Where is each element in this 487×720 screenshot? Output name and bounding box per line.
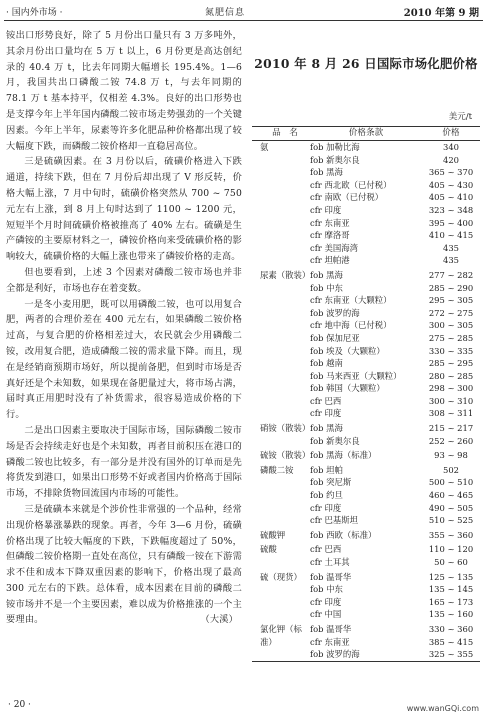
cell-price: 280 ~ 285 bbox=[428, 370, 474, 381]
cell-product: 磷酸二铵 bbox=[260, 464, 294, 475]
cell-product bbox=[252, 217, 310, 230]
cell-product bbox=[252, 307, 310, 320]
cell-product bbox=[252, 204, 310, 217]
table-row bbox=[252, 307, 480, 320]
cell-price: 300 ~ 305 bbox=[428, 320, 474, 331]
cell-term: cfr 摩洛哥 bbox=[310, 230, 350, 241]
cell-product bbox=[252, 332, 310, 345]
cell-term: cfr 东南亚（大颗粒） bbox=[310, 295, 392, 306]
table-row bbox=[252, 636, 480, 649]
cell-term: fob 黑海 bbox=[310, 269, 343, 280]
table-row bbox=[252, 179, 480, 192]
table-unit: 美元/t bbox=[448, 112, 472, 122]
cell-product bbox=[252, 254, 310, 267]
cell-product bbox=[252, 556, 310, 569]
cell-price: 490 ~ 505 bbox=[428, 502, 474, 513]
cell-price: 165 ~ 173 bbox=[428, 596, 474, 607]
cell-product bbox=[252, 191, 310, 204]
table-row bbox=[252, 294, 480, 307]
cell-price: 135 ~ 160 bbox=[428, 609, 474, 620]
cell-term: cfr 巴西 bbox=[310, 544, 342, 555]
cell-product bbox=[252, 596, 310, 609]
column-header-term: 价格条款 bbox=[348, 128, 384, 138]
cell-price: 330 ~ 335 bbox=[428, 345, 474, 356]
cell-product bbox=[252, 229, 310, 242]
cell-term: cfr 印度 bbox=[310, 596, 342, 607]
cell-term: fob 波罗的海 bbox=[310, 649, 360, 660]
cell-term: fob 西欧（标准） bbox=[310, 529, 377, 540]
table-row bbox=[252, 357, 480, 370]
cell-term: fob 黑海 bbox=[310, 423, 343, 434]
table-row bbox=[252, 407, 480, 420]
table-row bbox=[252, 476, 480, 489]
cell-price: 285 ~ 290 bbox=[428, 282, 474, 293]
cell-price: 410 ~ 415 bbox=[428, 230, 474, 241]
cell-term: fob 黑海（标准） bbox=[310, 450, 377, 461]
table-row bbox=[252, 217, 480, 230]
table-row bbox=[252, 332, 480, 345]
table-row bbox=[252, 543, 480, 556]
cell-product bbox=[252, 357, 310, 370]
cell-product bbox=[252, 370, 310, 383]
article-paragraph: 铵出口形势良好，除了 5 月份出口量只有 3 万多吨外，其余月份出口量均在 5 万 t 以上，6 月份更是高达创纪录的 40.4 万 t，比去年同期大幅增长 195.4%。1—6 月，我国共出口磷酸二铵 74.8 万 t，与去年同期的 78.1 万 t 基本持平，仅相差 4.3%。良好的出口形势也是支撑今年上半年国内磷酸二铵市场走势强劲的一个关键因素。今年上半年，尿素等许多化肥品种价格都出现了较大幅度下跌，而磷酸二铵价格却一直稳居高位。 bbox=[6, 30, 242, 152]
cell-price: 500 ~ 510 bbox=[428, 477, 474, 488]
cell-product bbox=[252, 608, 310, 621]
cell-product bbox=[252, 179, 310, 192]
cell-term: cfr 南欧（已付税） bbox=[310, 192, 384, 203]
cell-price: 502 bbox=[443, 464, 459, 475]
cell-term: fob 突尼斯 bbox=[310, 477, 352, 488]
cell-product bbox=[252, 294, 310, 307]
cell-price: 93 ~ 98 bbox=[434, 450, 468, 461]
cell-price: 300 ~ 310 bbox=[428, 395, 474, 406]
cell-term: cfr 东南亚 bbox=[310, 217, 350, 228]
cell-product bbox=[252, 636, 310, 649]
table-row bbox=[252, 269, 480, 282]
cell-price: 340 bbox=[443, 142, 459, 152]
cell-price: 460 ~ 465 bbox=[428, 490, 474, 501]
cell-product: 氯化钾（标准） bbox=[260, 623, 302, 647]
cell-product: 硫（现货） bbox=[260, 571, 302, 582]
issue-label: 2010 年第 9 期 bbox=[403, 8, 479, 19]
table-row bbox=[252, 229, 480, 242]
cell-price: 435 bbox=[443, 255, 459, 266]
cell-term: fob 温哥华 bbox=[310, 571, 352, 582]
table-row bbox=[252, 435, 480, 448]
cell-product: 硝铵（散装） bbox=[260, 423, 311, 434]
table-row bbox=[252, 345, 480, 358]
article-body bbox=[6, 28, 242, 692]
table-row bbox=[252, 382, 480, 395]
cell-term: fob 新奥尔良 bbox=[310, 154, 360, 165]
table-row bbox=[252, 141, 480, 154]
cell-price: 510 ~ 525 bbox=[428, 515, 474, 526]
cell-term: fob 越南 bbox=[310, 358, 343, 369]
cell-term: fob 保加尼亚 bbox=[310, 332, 360, 343]
cell-price: 355 ~ 360 bbox=[428, 529, 474, 540]
cell-product bbox=[252, 345, 310, 358]
table-row bbox=[252, 395, 480, 408]
cell-price: 125 ~ 135 bbox=[428, 571, 474, 582]
article-paragraph: 一是冬小麦用肥，既可以用磷酸二铵，也可以用复合肥，两者的合理价差在 400 元左右，如果磷酸二铵价格过高，与复合肥的价格相差过大，农民就会少用磷酸二铵，改用复合肥，造成磷酸二铵的需求量下降。而且，现在是经销商预期市场好，所以提前备肥，但到时市场是否真好还是个未知数，如果现在备肥量过大，将市场占满，届时真正用肥时没有了补货需求，很容易造成价格的下行。 bbox=[6, 298, 242, 421]
table-row bbox=[252, 571, 480, 584]
table-header-row bbox=[252, 127, 480, 141]
article-paragraph-last bbox=[6, 502, 242, 628]
cell-term: fob 中东 bbox=[310, 584, 343, 595]
table-row bbox=[252, 204, 480, 217]
cell-product bbox=[252, 514, 310, 527]
cell-term: cfr 巴基斯坦 bbox=[310, 515, 358, 526]
cell-price: 420 bbox=[443, 154, 459, 165]
article-paragraph-text: 三是硫磺本来就是个涉价性非常强的一个品种，经常出现价格暴涨暴跌的现象。再者，今年 3—6 月份，硫磺价格出现了比较大幅度的下跌，下跌幅度超过了 50%，但磷酸二铵价格期一直处在高位，只有磷酸一铵在下游需求不佳和成本下降双重因素的影响下，价格出现了最高 300 元左右的下跌。总体看，成本因素在目前的磷酸二铵市场并不是一个主要因素，难以成为价格推涨的一个主要理由。 bbox=[6, 503, 242, 626]
table-row bbox=[252, 502, 480, 515]
cell-product bbox=[252, 476, 310, 489]
cell-price: 405 ~ 410 bbox=[428, 192, 474, 203]
cell-price: 298 ~ 300 bbox=[428, 383, 474, 394]
cell-price: 135 ~ 145 bbox=[428, 584, 474, 595]
table-row bbox=[252, 370, 480, 383]
cell-price: 330 ~ 360 bbox=[428, 623, 474, 634]
cell-product: 硫铵（散装） bbox=[260, 450, 311, 461]
cell-price: 285 ~ 295 bbox=[428, 358, 474, 369]
journal-name: 氮肥信息 bbox=[205, 8, 246, 18]
cell-product: 硫酸钾 bbox=[260, 529, 286, 540]
cell-term: cfr 西北欧（已付税） bbox=[310, 179, 392, 190]
table-row bbox=[252, 422, 480, 435]
cell-term: cfr 地中海（已付税） bbox=[310, 320, 392, 331]
table-row bbox=[252, 191, 480, 204]
cell-price: 50 ~ 60 bbox=[434, 557, 468, 567]
cell-product bbox=[252, 502, 310, 515]
table-title: 2010 年 8 月 26 日国际市场化肥价格 bbox=[254, 56, 478, 71]
cell-term: cfr 印度 bbox=[310, 204, 342, 215]
author-signature: （大溪） bbox=[200, 614, 238, 626]
cell-term: cfr 坦帕港 bbox=[310, 255, 350, 266]
cell-product bbox=[252, 242, 310, 255]
header-rule bbox=[4, 20, 483, 21]
cell-product bbox=[252, 489, 310, 502]
cell-price: 435 bbox=[443, 242, 459, 253]
table-row bbox=[252, 648, 480, 661]
section-label: · 国内外市场 · bbox=[6, 8, 63, 18]
cell-term: fob 新奥尔良 bbox=[310, 435, 360, 446]
cell-product bbox=[252, 319, 310, 332]
cell-product bbox=[252, 282, 310, 295]
cell-term: fob 波罗的海 bbox=[310, 307, 360, 318]
price-section bbox=[252, 28, 480, 662]
cell-term: cfr 土耳其 bbox=[310, 557, 350, 567]
cell-product bbox=[252, 407, 310, 420]
cell-term: cfr 中国 bbox=[310, 609, 342, 620]
cell-product bbox=[252, 395, 310, 408]
cell-price: 365 ~ 370 bbox=[428, 167, 474, 178]
table-row bbox=[252, 319, 480, 332]
column-header-price: 价格 bbox=[442, 128, 460, 138]
cell-product: 尿素（散装） bbox=[260, 269, 311, 280]
table-row bbox=[252, 514, 480, 527]
cell-price: 215 ~ 217 bbox=[428, 423, 474, 434]
cell-price: 405 ~ 430 bbox=[428, 179, 474, 190]
cell-term: cfr 美国海湾 bbox=[310, 242, 358, 253]
cell-product bbox=[252, 435, 310, 448]
article-paragraph: 但也要看到，上述 3 个因素对磷酸二铵市场也并非全都是利好，市场也存在着变数。 bbox=[6, 266, 242, 294]
cell-price: 252 ~ 260 bbox=[428, 435, 474, 446]
cell-product bbox=[252, 648, 310, 661]
table-row bbox=[252, 254, 480, 267]
cell-price: 385 ~ 415 bbox=[428, 636, 474, 647]
watermark: www.wanGQi.com bbox=[406, 704, 479, 713]
cell-product: 氨 bbox=[260, 142, 269, 152]
table-row bbox=[252, 282, 480, 295]
price-table bbox=[252, 126, 480, 662]
cell-term: fob 约旦 bbox=[310, 490, 343, 501]
cell-term: cfr 印度 bbox=[310, 502, 342, 513]
cell-product bbox=[252, 166, 310, 179]
table-row bbox=[252, 154, 480, 167]
cell-price: 272 ~ 275 bbox=[428, 307, 474, 318]
table-row bbox=[252, 608, 480, 621]
table-row bbox=[252, 556, 480, 569]
table-row bbox=[252, 449, 480, 462]
page-number: · 20 · bbox=[8, 700, 31, 710]
table-row bbox=[252, 489, 480, 502]
cell-price: 325 ~ 355 bbox=[428, 649, 474, 660]
cell-term: fob 黑海 bbox=[310, 167, 343, 178]
cell-price: 308 ~ 311 bbox=[428, 408, 474, 419]
cell-term: fob 加勒比海 bbox=[310, 142, 360, 152]
cell-term: fob 韩国（大颗粒） bbox=[310, 383, 385, 394]
cell-term: fob 温哥华 bbox=[310, 623, 352, 634]
table-row bbox=[252, 583, 480, 596]
cell-price: 110 ~ 120 bbox=[428, 544, 474, 555]
cell-price: 395 ~ 400 bbox=[428, 217, 474, 228]
article-paragraph: 三是硫磺因素。在 3 月份以后，硫磺价格进入下跌通道，持续下跌，但在 7 月份后却出现了 V 形反转，价格大幅上涨，7 月中旬时，硫磺价格突然从 700 ~ 750 元左右上涨，到 8 月上旬时达到了 1100 ~ 1200 元，短短半个月时间硫磺价格被推高了 40% 左右。硫磺是生产磷铵的主要原材料之一，磷铵价格向来受硫磺价格的影响较大，硫磺价格的大幅上涨也带来了磷铵价格的走高。 bbox=[6, 156, 242, 263]
cell-price: 323 ~ 348 bbox=[428, 204, 474, 215]
cell-product bbox=[252, 583, 310, 596]
cell-term: cfr 巴西 bbox=[310, 395, 342, 406]
column-header-product: 品 名 bbox=[272, 128, 298, 138]
article-paragraph: 二是出口因素主要取决于国际市场，国际磷酸二铵市场是否会持续走好也是个未知数，再者目前积压在港口的磷酸二铵也比较多，有一部分是并没有国外的订单而是先将货发到港口，如果出口形势不好或者国内价格高于国际市场，不排除货物回流国内市场的可能性。 bbox=[6, 424, 242, 500]
cell-term: fob 坦帕 bbox=[310, 464, 343, 475]
table-row bbox=[252, 529, 480, 542]
cell-price: 277 ~ 282 bbox=[428, 269, 474, 280]
cell-price: 275 ~ 285 bbox=[428, 332, 474, 343]
cell-price: 295 ~ 305 bbox=[428, 295, 474, 306]
table-row bbox=[252, 242, 480, 255]
cell-product: 硫酸 bbox=[260, 544, 277, 555]
table-body bbox=[252, 141, 480, 661]
page-header bbox=[0, 0, 487, 20]
table-row bbox=[252, 596, 480, 609]
cell-term: fob 中东 bbox=[310, 282, 343, 293]
table-row bbox=[252, 166, 480, 179]
cell-term: fob 马来西亚（大颗粒） bbox=[310, 370, 402, 381]
cell-term: fob 埃及（大颗粒） bbox=[310, 345, 385, 356]
cell-term: cfr 印度 bbox=[310, 408, 342, 419]
cell-product bbox=[252, 154, 310, 167]
table-row bbox=[252, 464, 480, 477]
cell-term: cfr 东南亚 bbox=[310, 636, 350, 647]
cell-product bbox=[252, 382, 310, 395]
